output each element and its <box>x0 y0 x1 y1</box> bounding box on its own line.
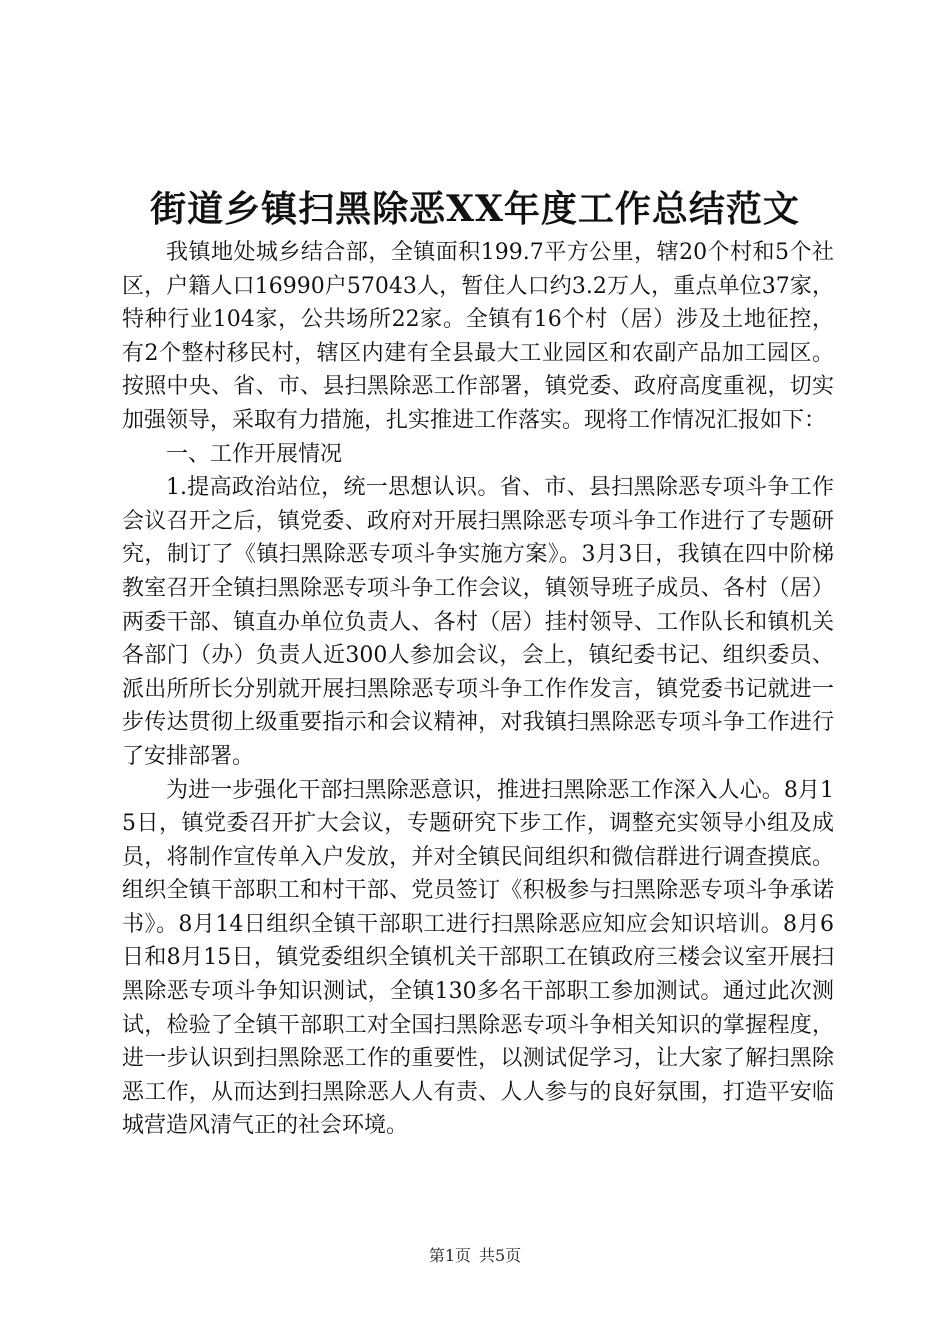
page-footer <box>0 1244 950 1268</box>
document-title: 街道乡镇扫黑除恶XX年度工作总结范文 <box>150 188 800 230</box>
paragraph-measures: 为进一步强化干部扫黑除恶意识，推进扫黑除恶工作深入人心。8月15日，镇党委召开扩大会议，专题研究下步工作，调整充实领导小组及成员，将制作宣传单入户发放，并对全镇民间组织和微信群进行调查摸底。组织全镇干部职工和村干部、党员签订《积极参与扫黑除恶专项斗争承诺书》。8月14日组织全镇干部职工进行扫黑除恶应知应会知识培训。8月6日和8月15日，镇党委组织全镇机关干部职工在镇政府三楼会议室开展扫黑除恶专项斗争知识测试，全镇130多名干部职工参加测试。通过此次测试，检验了全镇干部职工对全国扫黑除恶专项斗争相关知识的掌握程度，进一步认识到扫黑除恶工作的重要性，以测试促学习，让大家了解扫黑除恶工作，从而达到扫黑除恶人人有责、人人参与的良好氛围，打造平安临城营造风清气正的社会环境。 <box>122 777 834 1139</box>
paragraph-item-1: 1.提高政治站位，统一思想认识。省、市、县扫黑除恶专项斗争工作会议召开之后，镇党委、政府对开展扫黑除恶专项斗争工作进行了专题研究，制订了《镇扫黑除恶专项斗争实施方案》。3月3日，我镇在四中阶梯教室召开全镇扫黑除恶专项斗争工作会议，镇领导班子成员、各村（居）两委干部、镇直办单位负责人、各村（居）挂村领导、工作队长和镇机关各部门（办）负责人近300人参加会议，会上，镇纪委书记、组织委员、派出所所长分别就开展扫黑除恶专项斗争工作作发言，镇党委书记就进一步传达贯彻上级重要指示和会议精神，对我镇扫黑除恶专项斗争工作进行了安排部署。 <box>122 475 834 769</box>
page-total: 共5页 <box>479 1246 522 1265</box>
document-body <box>122 236 834 1143</box>
paragraph-intro: 我镇地处城乡结合部，全镇面积199.7平方公里，辖20个村和5个社区，户籍人口16990户57043人，暂住人口约3.2万人，重点单位37家，特种行业104家，公共场所22家。全镇有16个村（居）涉及土地征控，有2个整村移民村，辖区内建有全县最大工业园区和农副产品加工园区。按照中央、省、市、县扫黑除恶工作部署，镇党委、政府高度重视，切实加强领导，采取有力措施，扎实推进工作落实。现将工作情况汇报如下： <box>122 240 834 433</box>
page-number: 第1页 <box>428 1246 471 1265</box>
section-heading: 一、工作开展情况 <box>166 441 343 467</box>
